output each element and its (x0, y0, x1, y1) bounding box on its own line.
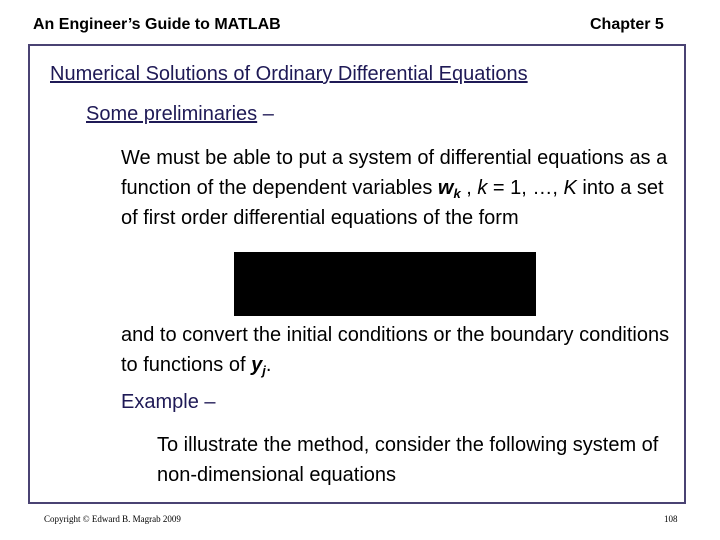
subheading-text: Some preliminaries (86, 103, 258, 125)
var-y: y (251, 354, 263, 376)
chapter-label: Chapter 5 (590, 16, 664, 33)
var-k: k (477, 177, 488, 199)
section-subheading (86, 103, 274, 126)
book-title: An Engineer’s Guide to MATLAB (33, 16, 281, 33)
paragraph-conditions (121, 320, 681, 380)
sub-k: k (453, 186, 461, 201)
subheading-dash: – (257, 103, 274, 125)
slide-title: Numerical Solutions of Ordinary Differential Equations (50, 63, 528, 85)
example-label: Example – (121, 391, 216, 413)
p1-text-4: into a set of first order differential equations of the form (121, 177, 664, 229)
paragraph-preliminaries (121, 143, 681, 233)
p1-text-2: , (460, 177, 478, 199)
p2-text-1: and to convert the initial conditions or the boundary conditions to functions of (121, 324, 670, 376)
page-number: 108 (664, 514, 678, 524)
sub-j: j (262, 363, 266, 378)
var-w: w (437, 177, 454, 199)
p1-text-3: = 1, …, (487, 177, 564, 199)
paragraph-example: To illustrate the method, consider the following system of non-dimensional equations (157, 434, 659, 486)
p2-text-2: . (265, 354, 272, 376)
p1-text-1: We must be able to put a system of differential equations as a function of the dependent variables (121, 147, 668, 199)
copyright: Copyright © Edward B. Magrab 2009 (44, 514, 181, 524)
var-K: K (563, 177, 577, 199)
equation-image-placeholder (234, 252, 536, 316)
